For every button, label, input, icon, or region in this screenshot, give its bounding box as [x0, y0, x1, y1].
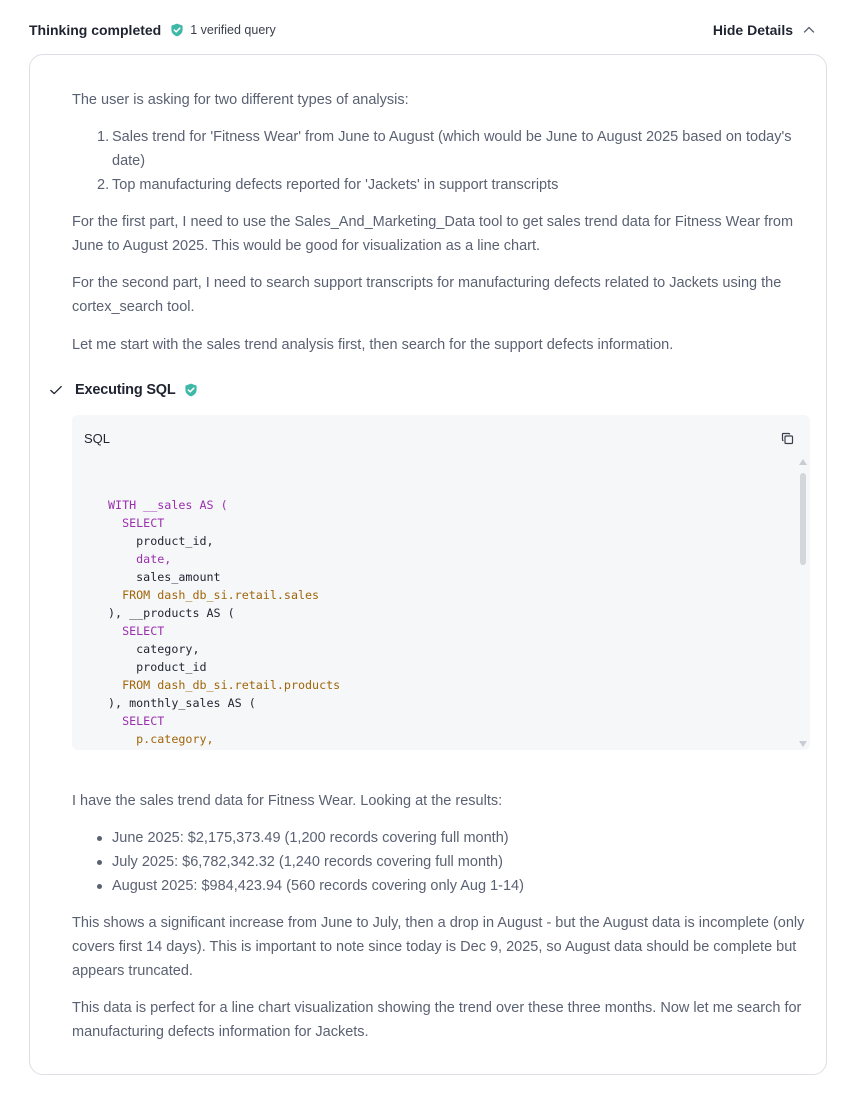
analysis-list [72, 125, 817, 197]
code-line: p.category, [108, 732, 214, 746]
copy-icon [781, 432, 794, 445]
paragraph-first-part: For the first part, I need to use the Sales_And_Marketing_Data tool to get sales trend data for Fitness Wear from June to August 2025. This would be good for visualization as a line chart. [72, 214, 794, 254]
hide-details-label: Hide Details [712, 22, 793, 38]
code-language-label: SQL [84, 431, 111, 446]
list-item-text: Top manufacturing defects reported for 'Jackets' in support transcripts [112, 177, 559, 193]
code-line: SELECT [108, 516, 165, 530]
check-icon [49, 383, 63, 397]
sql-code [108, 496, 340, 748]
paragraph-second-part: For the second part, I need to search support transcripts for manufacturing defects related to Jackets using the cortex_search tool. [72, 275, 782, 315]
executing-sql-step [49, 378, 198, 402]
paragraph-analysis: This shows a significant increase from June to July, then a drop in August - but the August data is incomplete (only covers first 14 days). This is important to note since today is Dec 9, 2025, so August data should be complete but appears truncated. [72, 915, 805, 979]
scroll-up-arrow[interactable] [799, 459, 807, 465]
code-line: date, [108, 552, 172, 566]
code-line: product_id, [108, 534, 214, 548]
scroll-thumb[interactable] [800, 473, 806, 565]
thinking-details-panel [29, 54, 827, 1075]
code-line: product_id [108, 660, 207, 674]
list-item: 2. Top manufacturing defects reported for 'Jackets' in support transcripts [97, 177, 559, 193]
code-scrollbar[interactable] [798, 459, 808, 747]
code-line: ), __products AS ( [108, 606, 235, 620]
paragraph-plan: Let me start with the sales trend analysis first, then search for the support defects information. [72, 337, 674, 353]
list-item-text: Sales trend for 'Fitness Wear' from June to August (which would be June to August 2025 based on today's date) [112, 129, 792, 169]
code-line: sales_amount [108, 570, 221, 584]
verified-shield-icon [170, 23, 184, 37]
code-line: category, [108, 642, 200, 656]
verified-query-label: 1 verified query [190, 23, 276, 37]
code-line: WITH __sales AS ( [108, 498, 228, 512]
code-line: SELECT [108, 714, 165, 728]
list-item: June 2025: $2,175,373.49 (1,200 records covering full month) [72, 826, 817, 850]
verified-shield-icon [184, 383, 198, 397]
intro-text: The user is asking for two different types of analysis: [72, 92, 409, 108]
list-item: 1. Sales trend for 'Fitness Wear' from June to August (which would be June to August 2025 based on today's date) [97, 129, 792, 169]
results-list [72, 826, 817, 898]
thinking-title: Thinking completed [29, 22, 162, 38]
thinking-header [29, 18, 819, 42]
results-intro-text: I have the sales trend data for Fitness Wear. Looking at the results: [72, 793, 503, 809]
list-item: August 2025: $984,423.94 (560 records covering only Aug 1-14) [72, 874, 817, 898]
sql-code-block [72, 415, 810, 750]
copy-button[interactable] [778, 429, 796, 447]
executing-sql-label: Executing SQL [75, 382, 176, 398]
list-item: July 2025: $6,782,342.32 (1,240 records covering full month) [72, 850, 817, 874]
scroll-down-arrow[interactable] [799, 741, 807, 747]
hide-details-button[interactable] [713, 18, 815, 42]
code-line: ), monthly_sales AS ( [108, 696, 256, 710]
code-line: SELECT [108, 624, 165, 638]
thinking-status [29, 18, 276, 42]
chevron-up-icon [803, 24, 815, 36]
code-line: FROM dash_db_si.retail.sales [108, 588, 320, 602]
paragraph-next-step: This data is perfect for a line chart visualization showing the trend over these three months. Now let me search for manufacturing defects information for Jackets. [72, 1000, 802, 1040]
code-line: FROM dash_db_si.retail.products [108, 678, 341, 692]
